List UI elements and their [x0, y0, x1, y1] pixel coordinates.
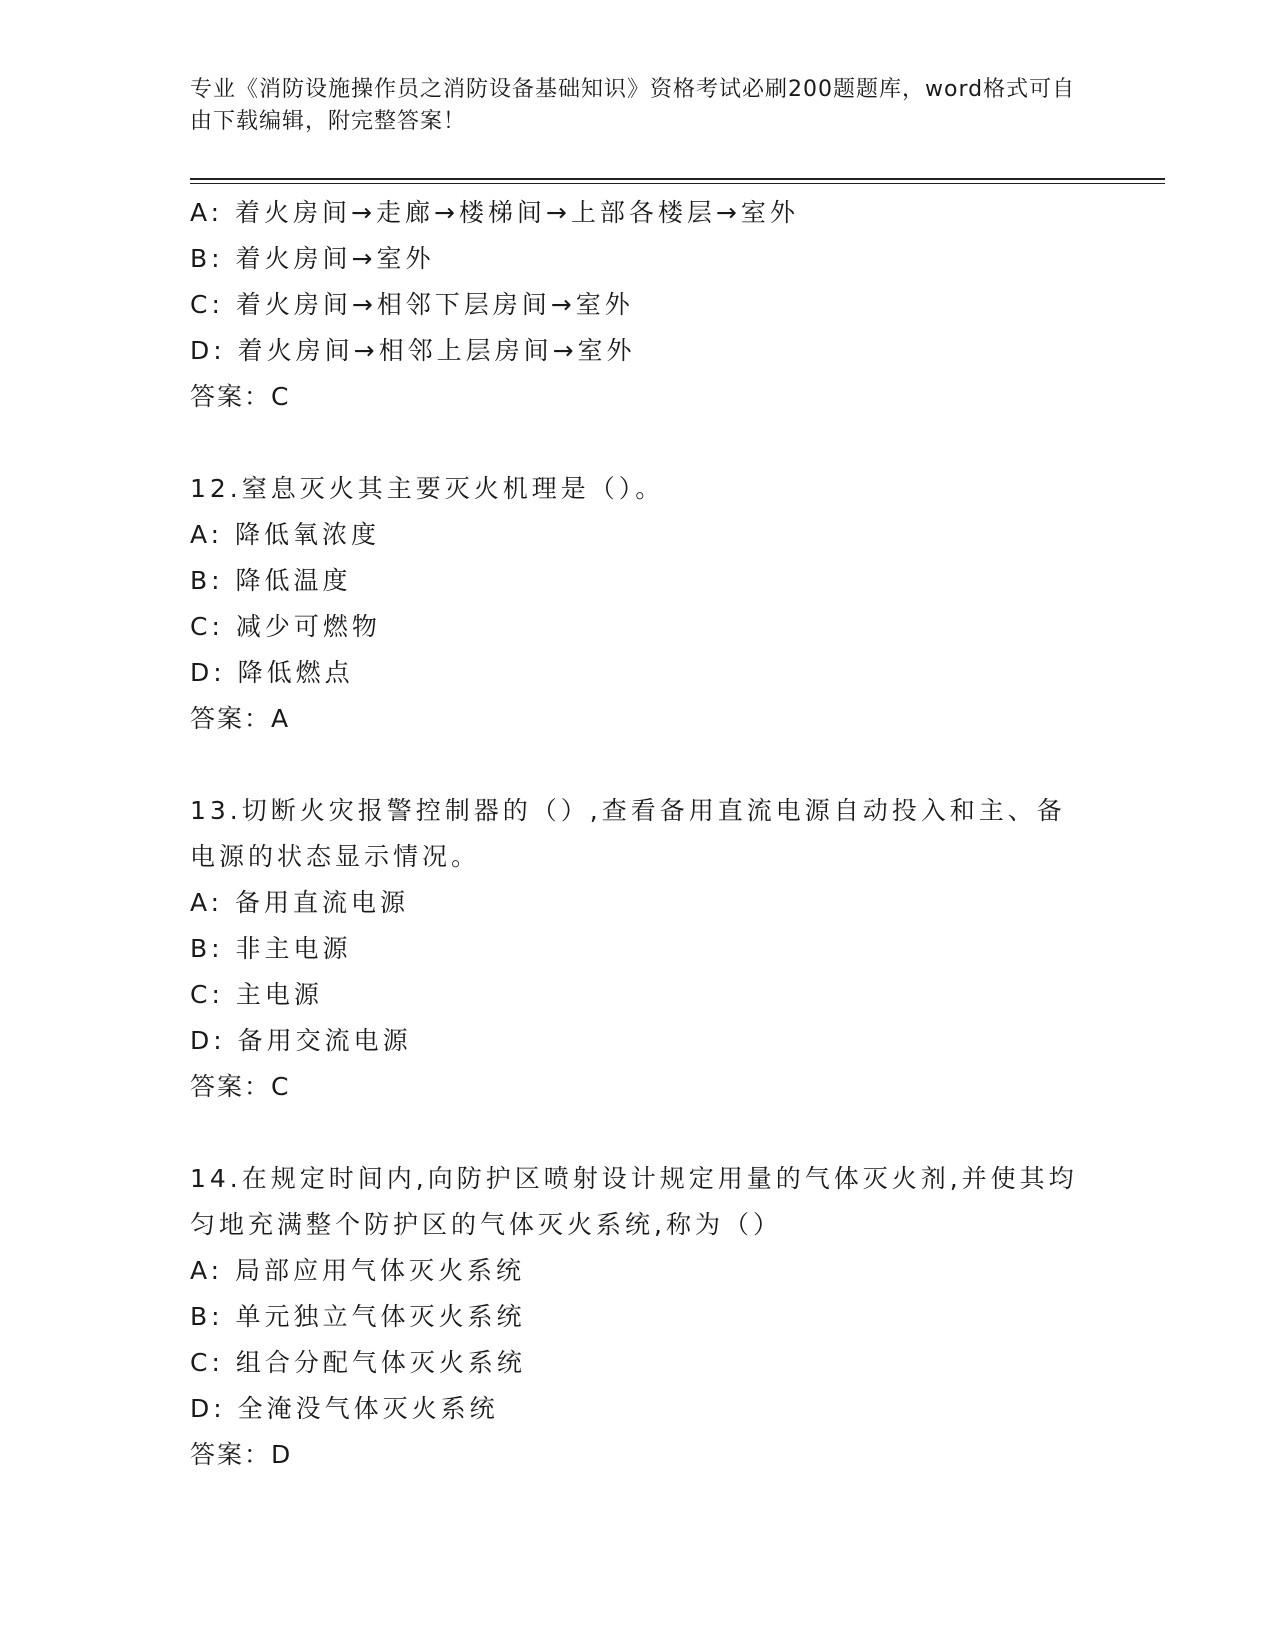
question-11 — [190, 190, 1090, 420]
option-d: D: 降低燃点 — [190, 658, 354, 687]
header-divider — [190, 178, 1165, 180]
option-d: D: 全淹没气体灭火系统 — [190, 1394, 499, 1423]
question-text: 13.切断火灾报警控制器的（）,查看备用直流电源自动投入和主、备电源的状态显示情况。 — [190, 796, 1066, 871]
option-b: B: 着火房间→室外 — [190, 244, 435, 273]
option-b: B: 单元独立气体灭火系统 — [190, 1302, 526, 1331]
option-c: C: 减少可燃物 — [190, 612, 381, 641]
option-d: D: 备用交流电源 — [190, 1026, 412, 1055]
option-a: A: 备用直流电源 — [190, 888, 410, 917]
option-d: D: 着火房间→相邻上层房间→室外 — [190, 336, 636, 365]
option-a: A: 降低氧浓度 — [190, 520, 381, 549]
option-b: B: 非主电源 — [190, 934, 352, 963]
question-text: 14.在规定时间内,向防护区喷射设计规定用量的气体灭火剂,并使其均匀地充满整个防护区的气体灭火系统,称为（） — [190, 1164, 1078, 1239]
option-c: C: 主电源 — [190, 980, 323, 1009]
option-a: A: 局部应用气体灭火系统 — [190, 1256, 526, 1285]
option-b: B: 降低温度 — [190, 566, 352, 595]
answer: 答案：A — [190, 704, 291, 733]
option-c: C: 组合分配气体灭火系统 — [190, 1348, 526, 1377]
question-14 — [190, 1156, 1090, 1478]
question-13 — [190, 788, 1090, 1110]
question-list — [190, 190, 1090, 1478]
option-c: C: 着火房间→相邻下层房间→室外 — [190, 290, 634, 319]
question-12 — [190, 466, 1090, 742]
answer: 答案：D — [190, 1440, 293, 1469]
answer: 答案：C — [190, 1072, 291, 1101]
document-header: 专业《消防设施操作员之消防设备基础知识》资格考试必刷200题题库，word格式可自由下载编辑，附完整答案！ — [190, 77, 1076, 134]
header-divider-thin — [190, 183, 1165, 184]
option-a: A: 着火房间→走廊→楼梯间→上部各楼层→室外 — [190, 198, 799, 227]
question-text: 12.窒息灭火其主要灭火机理是（）。 — [190, 474, 665, 503]
answer: 答案：C — [190, 382, 291, 411]
